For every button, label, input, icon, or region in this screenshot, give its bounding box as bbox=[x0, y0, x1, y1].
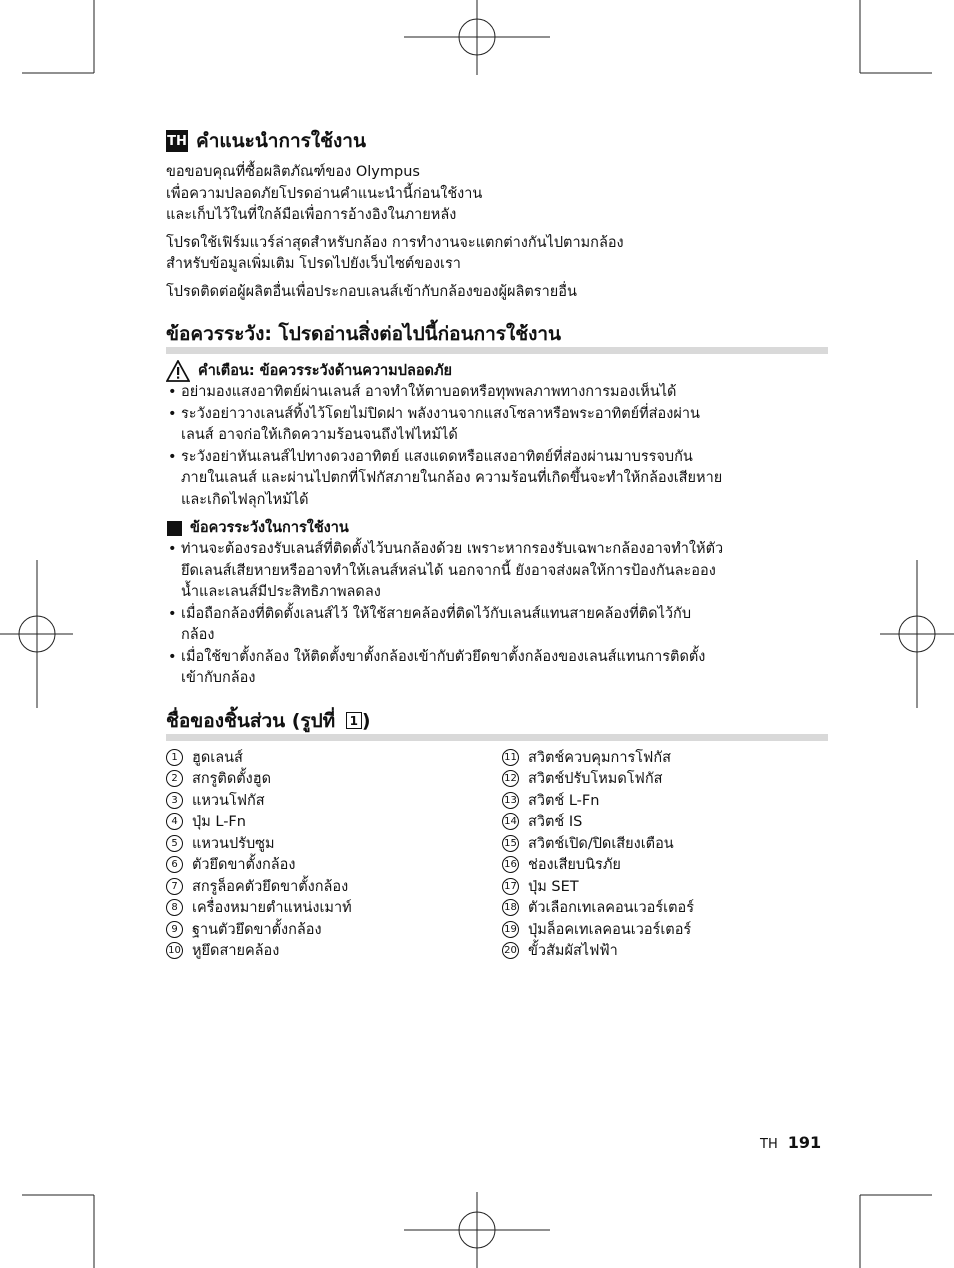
text-line: • เมื่อใช้ขาตั้งกล้อง ให้ติดตั้งขาตั้งกล้องเข้ากับตัวยึดขาตั้งกล้องของเลนส์แทนการติดตั้ง bbox=[181, 648, 706, 665]
text-line: และเกิดไฟลุกไหม้ได้ bbox=[181, 491, 309, 508]
part-number: 19 bbox=[502, 921, 519, 938]
page-title bbox=[166, 126, 828, 156]
part-label: แหวนปรับซูม bbox=[192, 835, 275, 852]
caution-heading bbox=[166, 517, 828, 539]
part-label: ตัวยึดขาตั้งกล้อง bbox=[192, 857, 296, 874]
part-label: สวิตช์เปิด/ปิดเสียงเตือน bbox=[528, 835, 674, 852]
part-item bbox=[166, 747, 502, 769]
warning-list bbox=[166, 382, 828, 511]
list-item bbox=[166, 604, 828, 647]
text-line: และเก็บไว้ในที่ใกล้มือเพื่อการอ้างอิงในภายหลัง bbox=[166, 207, 457, 223]
part-number: 8 bbox=[166, 899, 183, 916]
part-label: ปุ่ม SET bbox=[528, 878, 579, 895]
part-item bbox=[502, 790, 828, 812]
part-item bbox=[166, 790, 502, 812]
warning-heading bbox=[166, 360, 828, 382]
part-number: 14 bbox=[502, 813, 519, 830]
part-label: หูยึดสายคล้อง bbox=[192, 943, 280, 960]
warning-triangle-icon bbox=[166, 360, 190, 382]
part-number: 17 bbox=[502, 878, 519, 895]
part-item bbox=[502, 854, 828, 876]
part-number: 9 bbox=[166, 921, 183, 938]
part-number: 15 bbox=[502, 835, 519, 852]
parts-column-left bbox=[166, 747, 502, 962]
caution-list bbox=[166, 539, 828, 690]
registration-mark-top bbox=[404, 0, 550, 75]
figure-reference: 1 bbox=[346, 712, 362, 729]
precautions-heading: ข้อควรระวัง: โปรดอ่านสิ่งต่อไปนี้ก่อนการใช้งาน bbox=[166, 321, 828, 354]
part-item bbox=[502, 876, 828, 898]
text-line: เลนส์ อาจก่อให้เกิดความร้อนจนถึงไฟไหม้ได้ bbox=[181, 427, 458, 443]
part-number: 18 bbox=[502, 899, 519, 916]
part-label: สวิตช์ L-Fn bbox=[528, 792, 600, 809]
warning-heading-text: คำเตือน: ข้อควรระวังด้านความปลอดภัย bbox=[198, 363, 453, 379]
part-item bbox=[502, 833, 828, 855]
text-line: • อย่ามองแสงอาทิตย์ผ่านเลนส์ อาจทำให้ตาบอดหรือทุพพลภาพทางการมองเห็นได้ bbox=[181, 384, 677, 400]
part-label: ตัวเลือกเทเลคอนเวอร์เตอร์ bbox=[528, 900, 695, 917]
part-label: ปุ่มล็อคเทเลคอนเวอร์เตอร์ bbox=[528, 921, 692, 938]
part-item bbox=[166, 940, 502, 962]
title-text: คำแนะนำการใช้งาน bbox=[196, 130, 366, 152]
parts-heading-text: ชื่อของชิ้นส่วน (รูปที่ bbox=[166, 709, 336, 732]
part-label: เครื่องหมายตำแหน่งเมาท์ bbox=[192, 900, 352, 917]
part-item bbox=[166, 897, 502, 919]
list-item bbox=[166, 382, 828, 404]
part-number: 20 bbox=[502, 942, 519, 959]
list-item bbox=[166, 404, 828, 447]
part-number: 13 bbox=[502, 792, 519, 809]
text-line: • เมื่อถือกล้องที่ติดตั้งเลนส์ไว้ ให้ใช้สายคล้องที่ติดไว้กับเลนส์แทนสายคล้องที่ติดไว้กับ bbox=[181, 605, 692, 622]
part-label: แหวนโฟกัส bbox=[192, 792, 265, 809]
part-label: สกรูติดตั้งฮูด bbox=[192, 771, 272, 788]
intro-paragraph-1 bbox=[166, 162, 828, 227]
registration-mark-left bbox=[0, 560, 73, 708]
page-number: 191 bbox=[787, 1133, 822, 1152]
part-number: 10 bbox=[166, 942, 183, 959]
part-label: ปุ่ม L-Fn bbox=[192, 814, 246, 831]
parts-list bbox=[166, 747, 828, 962]
part-item bbox=[166, 768, 502, 790]
registration-mark-right bbox=[880, 560, 954, 708]
part-label: ฐานตัวยึดขาตั้งกล้อง bbox=[192, 921, 322, 938]
part-number: 11 bbox=[502, 749, 519, 766]
part-item bbox=[502, 919, 828, 941]
text-line: โปรดใช้เฟิร์มแวร์ล่าสุดสำหรับกล้อง การทำงานจะแตกต่างกันไปตามกล้อง bbox=[166, 234, 624, 251]
part-item bbox=[502, 940, 828, 962]
part-item bbox=[166, 854, 502, 876]
footer-language: TH bbox=[760, 1137, 778, 1152]
language-badge: TH bbox=[166, 130, 188, 152]
part-number: 16 bbox=[502, 856, 519, 873]
text-line: น้ำและเลนส์มีประสิทธิภาพลดลง bbox=[181, 584, 381, 600]
parts-column-right bbox=[502, 747, 828, 962]
text-line: สำหรับข้อมูลเพิ่มเติม โปรดไปยังเว็บไซต์ของเรา bbox=[166, 256, 461, 272]
part-item bbox=[166, 811, 502, 833]
text-line: โปรดติดต่อผู้ผลิตอื่นเพื่อประกอบเลนส์เข้ากับกล้องของผู้ผลิตรายอื่น bbox=[166, 283, 577, 300]
part-number: 5 bbox=[166, 835, 183, 852]
list-item bbox=[166, 539, 828, 604]
list-item bbox=[166, 447, 828, 512]
part-item bbox=[502, 768, 828, 790]
caution-heading-text: ข้อควรระวังในการใช้งาน bbox=[190, 520, 349, 536]
parts-heading bbox=[166, 708, 828, 741]
parts-heading-close: ) bbox=[361, 709, 371, 732]
registration-mark-bottom bbox=[404, 1192, 550, 1268]
part-item bbox=[166, 833, 502, 855]
part-label: สวิตช์ปรับโหมดโฟกัส bbox=[528, 771, 663, 788]
list-item bbox=[166, 647, 828, 690]
part-label: สวิตช์ควบคุมการโฟกัส bbox=[528, 749, 671, 766]
part-label: สกรูล็อคตัวยึดขาตั้งกล้อง bbox=[192, 878, 349, 895]
part-label: ขั้วสัมผัสไฟฟ้า bbox=[528, 943, 618, 960]
intro-paragraph-2 bbox=[166, 233, 828, 276]
part-item bbox=[502, 747, 828, 769]
part-number: 2 bbox=[166, 770, 183, 787]
part-label: ช่องเสียบนิรภัย bbox=[528, 857, 621, 874]
text-line: ขอขอบคุณที่ซื้อผลิตภัณฑ์ของ Olympus bbox=[166, 164, 420, 180]
text-line: ยึดเลนส์เสียหายหรืออาจทำให้เลนส์หล่นได้ นอกจากนี้ ยังอาจส่งผลให้การป้องกันละออง bbox=[181, 562, 716, 579]
part-item bbox=[166, 919, 502, 941]
text-line: • ระวังอย่าวางเลนส์ทิ้งไว้โดยไม่ปิดฝา พลังงานจากแสงโซลาหรือพระอาทิตย์ที่ส่องผ่าน bbox=[181, 405, 700, 422]
text-line: ภายในเลนส์ และผ่านไปตกที่โฟกัสภายในกล้อง ความร้อนที่เกิดขึ้นจะทำให้กล้องเสียหาย bbox=[181, 470, 723, 486]
part-number: 6 bbox=[166, 856, 183, 873]
text-line: เข้ากับกล้อง bbox=[181, 670, 256, 686]
part-item bbox=[502, 897, 828, 919]
part-number: 7 bbox=[166, 878, 183, 895]
intro-paragraph-3 bbox=[166, 282, 828, 304]
part-number: 12 bbox=[502, 770, 519, 787]
page-footer bbox=[760, 1133, 821, 1152]
part-number: 4 bbox=[166, 813, 183, 830]
text-line: เพื่อความปลอดภัยโปรดอ่านคำแนะนำนี้ก่อนใช้งาน bbox=[166, 185, 483, 202]
part-number: 1 bbox=[166, 749, 183, 766]
part-number: 3 bbox=[166, 792, 183, 809]
part-label: สวิตช์ IS bbox=[528, 814, 583, 831]
text-line: • ท่านจะต้องรองรับเลนส์ที่ติดตั้งไว้บนกล้องด้วย เพราะหากรองรับเฉพาะกล้องอาจทำให้ตัว bbox=[181, 541, 724, 557]
text-line: กล้อง bbox=[181, 627, 215, 643]
black-square-icon bbox=[167, 521, 182, 536]
main-content bbox=[166, 126, 828, 962]
part-label: ฮูดเลนส์ bbox=[192, 749, 243, 766]
part-item bbox=[166, 876, 502, 898]
part-item bbox=[502, 811, 828, 833]
text-line: • ระวังอย่าหันเลนส์ไปทางดวงอาทิตย์ แสงแดดหรือแสงอาทิตย์ที่ส่องผ่านมาบรรจบกัน bbox=[181, 448, 693, 465]
